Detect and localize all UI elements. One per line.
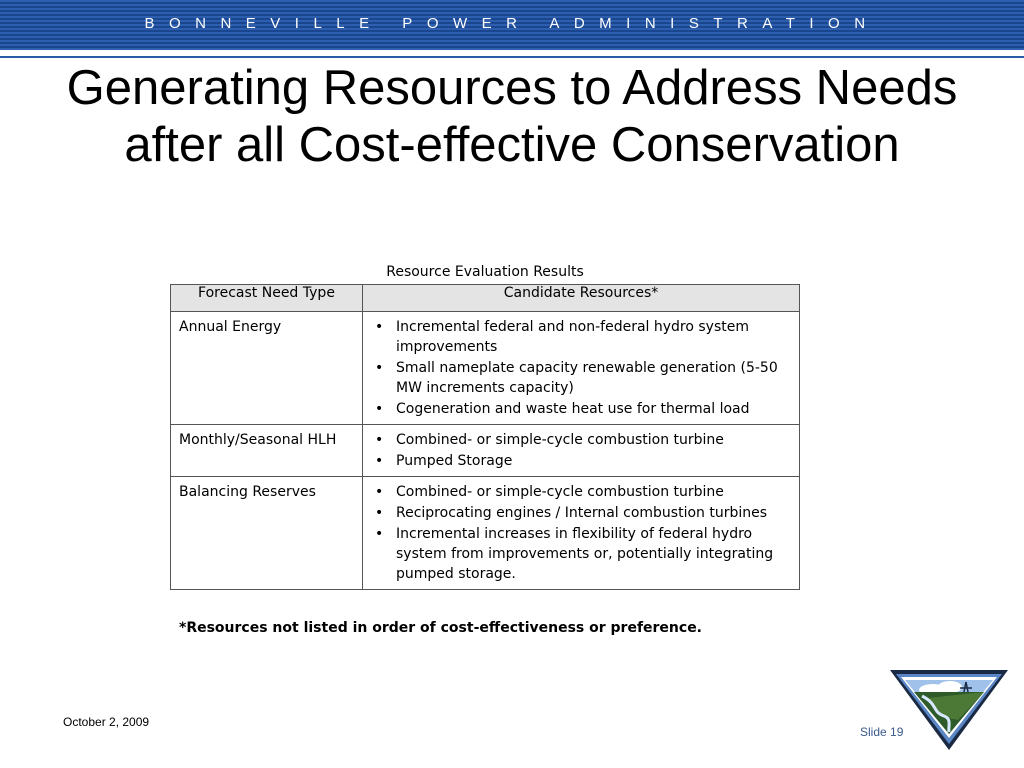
header-divider [0,56,1024,58]
header-banner [0,0,1024,50]
list-item: • Reciprocating engines / Internal combustion turbines [371,503,791,523]
footnote: *Resources not listed in order of cost-effectiveness or preference. [179,620,703,636]
footer-date: October 2, 2009 [63,715,150,729]
resources-cell [363,312,800,425]
bpa-triangle-logo-icon [888,668,1010,752]
table-caption: Resource Evaluation Results [386,264,584,280]
list-item: • Cogeneration and waste heat use for thermal load [371,399,791,419]
resource-list [371,482,791,584]
list-item: • Small nameplate capacity renewable generation (5-50 MW increments capacity) [371,358,791,398]
column-header-resources: Candidate Resources* [363,285,800,312]
resources-cell [363,425,800,477]
resource-table [170,284,800,590]
resource-list [371,430,791,471]
need-cell: Annual Energy [171,312,363,425]
need-cell: Monthly/Seasonal HLH [171,425,363,477]
table-header-row [171,285,800,312]
list-item: • Combined- or simple-cycle combustion turbine [371,482,791,502]
list-item: • Pumped Storage [371,451,791,471]
list-item: • Combined- or simple-cycle combustion turbine [371,430,791,450]
need-cell: Balancing Reserves [171,477,363,590]
table-row [171,312,800,425]
resources-cell [363,477,800,590]
resource-list [371,317,791,419]
list-item: • Incremental increases in flexibility of federal hydro system from improvements or, potentially integrating pumped storage. [371,524,791,584]
slide-number: Slide 19 [860,725,904,739]
table-row [171,477,800,590]
column-header-need: Forecast Need Type [171,285,363,312]
slide-title: Generating Resources to Address Needs after all Cost-effective Conservation [66,61,958,172]
banner-title: BONNEVILLE POWER ADMINISTRATION [144,15,880,32]
table-row [171,425,800,477]
list-item: • Incremental federal and non-federal hydro system improvements [371,317,791,357]
